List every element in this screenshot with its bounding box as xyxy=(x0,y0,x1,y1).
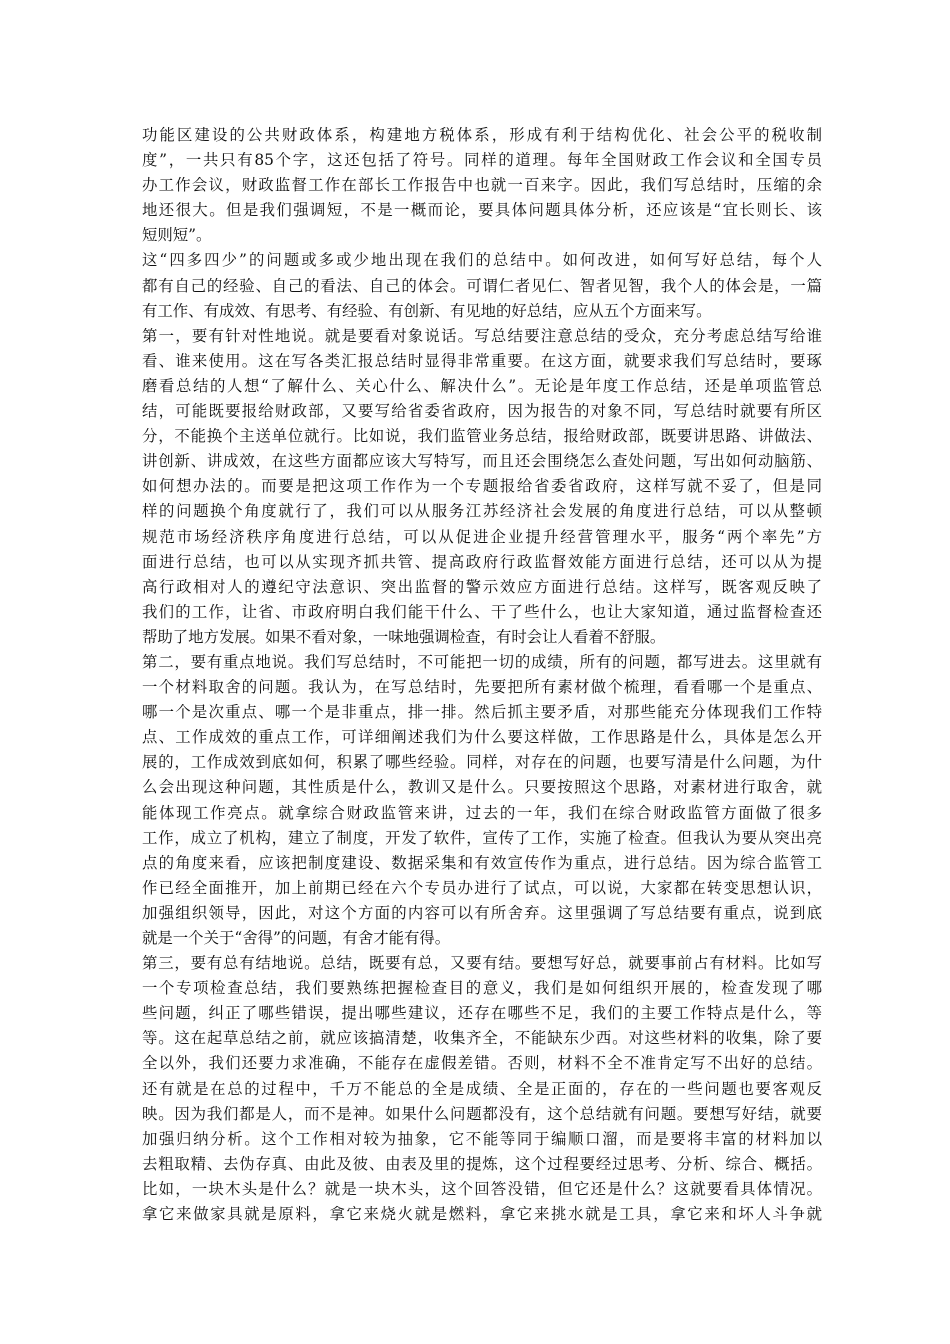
text-line: 办工作会议，财政监督工作在部长工作报告中也就一百来字。因此，我们写总结时，压缩的余 xyxy=(142,176,822,195)
text-line: 面进行总结，也可以从实现齐抓共管、提高政府行政监督效能方面进行总结，还可以从为提 xyxy=(142,552,822,571)
document-body xyxy=(142,123,822,1227)
text-line: 加强归纳分析。这个工作相对较为抽象，它不能等同于编顺口溜，而是要将丰富的材料加以 xyxy=(142,1129,822,1148)
text-line: 帮助了地方发展。如果不看对象，一味地强调检查，有时会让人看着不舒服。 xyxy=(142,627,666,646)
text-line: 么会出现这种问题，其性质是什么，教训又是什么。只要按照这个思路，对素材进行取舍，就 xyxy=(142,778,822,797)
text-line: 点的角度来看，应该把制度建设、数据采集和有效宣传作为重点，进行总结。因为综合监管工 xyxy=(142,853,822,872)
text-line: 功能区建设的公共财政体系，构建地方税体系，形成有利于结构优化、社会公平的税收制 xyxy=(142,126,822,144)
text-line: 全以外，我们还要力求准确，不能存在虚假差错。否则，材料不全不准肯定写不出好的总结。 xyxy=(142,1054,822,1073)
text-line: 规范市场经济秩序角度进行总结，可以从促进企业提升经营管理水平，服务“两个率先”方 xyxy=(142,527,822,546)
text-line: 短则短”。 xyxy=(142,226,212,245)
text-line: 点、工作成效的重点工作，可详细阐述我们为什么要这样做，工作思路是什么，具体是怎么开 xyxy=(142,728,822,747)
text-line: 能体现工作亮点。就拿综合财政监管来讲，过去的一年，我们在综合财政监管方面做了很多 xyxy=(142,803,822,822)
text-line: 就是一个关于“舍得”的问题，有舍才能有得。 xyxy=(142,929,451,947)
text-line: 第三，要有总有结地说。总结，既要有总，又要有结。要想写好总，就要事前占有材料。比如写 xyxy=(142,954,822,973)
text-line: 有工作、有成效、有思考、有经验、有创新、有见地的好总结，应从五个方面来写。 xyxy=(142,301,712,320)
text-line: 展的，工作成效到底如何，积累了哪些经验。同样，对存在的问题，也要写清是什么问题，为什 xyxy=(142,753,822,772)
text-line: 我们的工作，让省、市政府明白我们能干什么、干了些什么，也让大家知道，通过监督检查还 xyxy=(142,602,822,621)
text-line: 哪一个是次重点、哪一个是非重点，排一排。然后抓主要矛盾，对那些能充分体现我们工作特 xyxy=(142,703,822,722)
text-line: 讲创新、讲成效，在这些方面都应该大写特写，而且还会围绕怎么查处问题，写出如何动脑筋、 xyxy=(142,452,822,471)
text-line: 些问题，纠正了哪些错误，提出哪些建议，还存在哪些不足，我们的主要工作特点是什么，等 xyxy=(142,1004,822,1023)
text-line: 样的问题换个角度就行了，我们可以从服务江苏经济社会发展的角度进行总结，可以从整顿 xyxy=(142,502,822,521)
text-line: 加强组织领导，因此，对这个方面的内容可以有所舍弃。这里强调了写总结要有重点，说到底 xyxy=(142,903,822,922)
text-line: 还有就是在总的过程中，千万不能总的全是成绩、全是正面的，存在的一些问题也要客观反 xyxy=(142,1079,822,1098)
text-line: 都有自己的经验、自己的看法、自己的体会。可谓仁者见仁、智者见智，我个人的体会是，一篇 xyxy=(142,276,822,295)
text-line: 这“四多四少”的问题或多或少地出现在我们的总结中。如何改进，如何写好总结，每个人 xyxy=(142,251,822,270)
text-line: 第一，要有针对性地说。就是要看对象说话。写总结要注意总结的受众，充分考虑总结写给谁 xyxy=(142,326,822,345)
text-line: 如何想办法的。而要是把这项工作作为一个专题报给省委省政府，这样写就不妥了，但是同 xyxy=(142,477,822,496)
text-line: 度”，一共只有85个字，这还包括了符号。同样的道理。每年全国财政工作会议和全国专员 xyxy=(142,151,822,170)
text-line: 映。因为我们都是人，而不是神。如果什么问题都没有，这个总结就有问题。要想写好结，就要 xyxy=(142,1104,822,1123)
text-line: 工作，成立了机构，建立了制度，开发了软件，宣传了工作，实施了检查。但我认为要从突出亮 xyxy=(142,828,822,847)
text-line: 地还很大。但是我们强调短，不是一概而论，要具体问题具体分析，还应该是“宜长则长、该 xyxy=(142,201,822,220)
text-line: 高行政相对人的遵纪守法意识、突出监督的警示效应方面进行总结。这样写，既客观反映了 xyxy=(142,577,822,596)
text-line: 作已经全面推开，加上前期已经在六个专员办进行了试点，可以说，大家都在转变思想认识， xyxy=(142,878,822,897)
text-line: 拿它来做家具就是原料，拿它来烧火就是燃料，拿它来挑水就是工具，拿它来和坏人斗争就 xyxy=(142,1205,822,1224)
text-line: 等。这在起草总结之前，就应该搞清楚，收集齐全，不能缺东少西。对这些材料的收集，除了要 xyxy=(142,1029,822,1048)
text-line: 比如，一块木头是什么？就是一块木头，这个回答没错，但它还是什么？这就要看具体情况。 xyxy=(142,1179,822,1198)
text-line: 去粗取精、去伪存真、由此及彼、由表及里的提炼，这个过程要经过思考、分析、综合、概括。 xyxy=(142,1154,822,1173)
text-line: 分，不能换个主送单位就行。比如说，我们监管业务总结，报给财政部，既要讲思路、讲做法、 xyxy=(142,427,822,446)
text-line: 一个材料取舍的问题。我认为，在写总结时，先要把所有素材做个梳理，看看哪一个是重点、 xyxy=(142,678,822,697)
text-line: 一个专项检查总结，我们要熟练把握检查目的意义，我们是如何组织开展的，检查发现了哪 xyxy=(142,979,822,998)
text-line: 结，可能既要报给财政部，又要写给省委省政府，因为报告的对象不同，写总结时就要有所区 xyxy=(142,402,822,421)
text-line: 看、谁来使用。这在写各类汇报总结时显得非常重要。在这方面，就要求我们写总结时，要琢 xyxy=(142,351,822,370)
text-line: 第二，要有重点地说。我们写总结时，不可能把一切的成绩，所有的问题，都写进去。这里就有 xyxy=(142,652,822,671)
text-line: 磨看总结的人想“了解什么、关心什么、解决什么”。无论是年度工作总结，还是单项监管总 xyxy=(142,376,822,395)
